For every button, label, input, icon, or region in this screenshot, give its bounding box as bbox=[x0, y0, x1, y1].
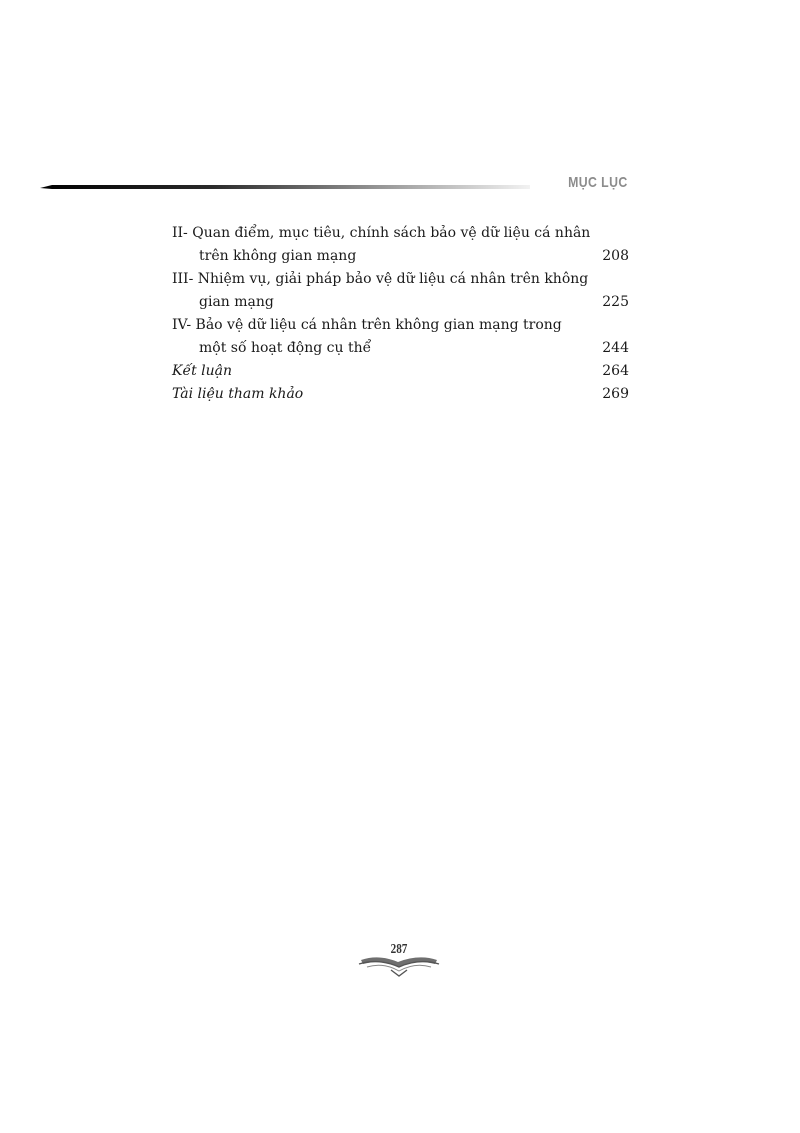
toc-entry-section-2[interactable] bbox=[172, 222, 629, 268]
toc-entry-title-line: IV- Bảo vệ dữ liệu cá nhân trên không gian mạng trong bbox=[172, 317, 562, 333]
table-of-contents bbox=[172, 222, 629, 406]
page-number: 287 bbox=[390, 942, 408, 957]
toc-page-number: 208 bbox=[602, 248, 629, 264]
toc-page-number: 269 bbox=[602, 386, 629, 402]
toc-entry-conclusion[interactable] bbox=[172, 360, 629, 383]
toc-entry-title-line: trên không gian mạng bbox=[199, 248, 357, 264]
toc-entry-title-line: một số hoạt động cụ thể bbox=[199, 340, 372, 356]
running-header-title: MỤC LỤC bbox=[568, 174, 628, 191]
toc-entry-title-line: gian mạng bbox=[199, 294, 274, 310]
toc-entry-references[interactable] bbox=[172, 383, 629, 406]
open-book-icon bbox=[357, 952, 441, 978]
header-rule bbox=[40, 184, 530, 190]
page-folio bbox=[357, 942, 441, 978]
toc-page-number: 264 bbox=[602, 363, 629, 379]
toc-entry-section-3[interactable] bbox=[172, 268, 629, 314]
toc-page-number: 225 bbox=[602, 294, 629, 310]
toc-entry-title-line: Tài liệu tham khảo bbox=[172, 386, 304, 402]
toc-entry-section-4[interactable] bbox=[172, 314, 629, 360]
toc-entry-title-line: III- Nhiệm vụ, giải pháp bảo vệ dữ liệu cá nhân trên không bbox=[172, 271, 589, 287]
toc-entry-title-line: II- Quan điểm, mục tiêu, chính sách bảo vệ dữ liệu cá nhân bbox=[172, 225, 591, 241]
toc-page-number: 244 bbox=[602, 340, 629, 356]
toc-entry-title-line: Kết luận bbox=[172, 363, 233, 379]
